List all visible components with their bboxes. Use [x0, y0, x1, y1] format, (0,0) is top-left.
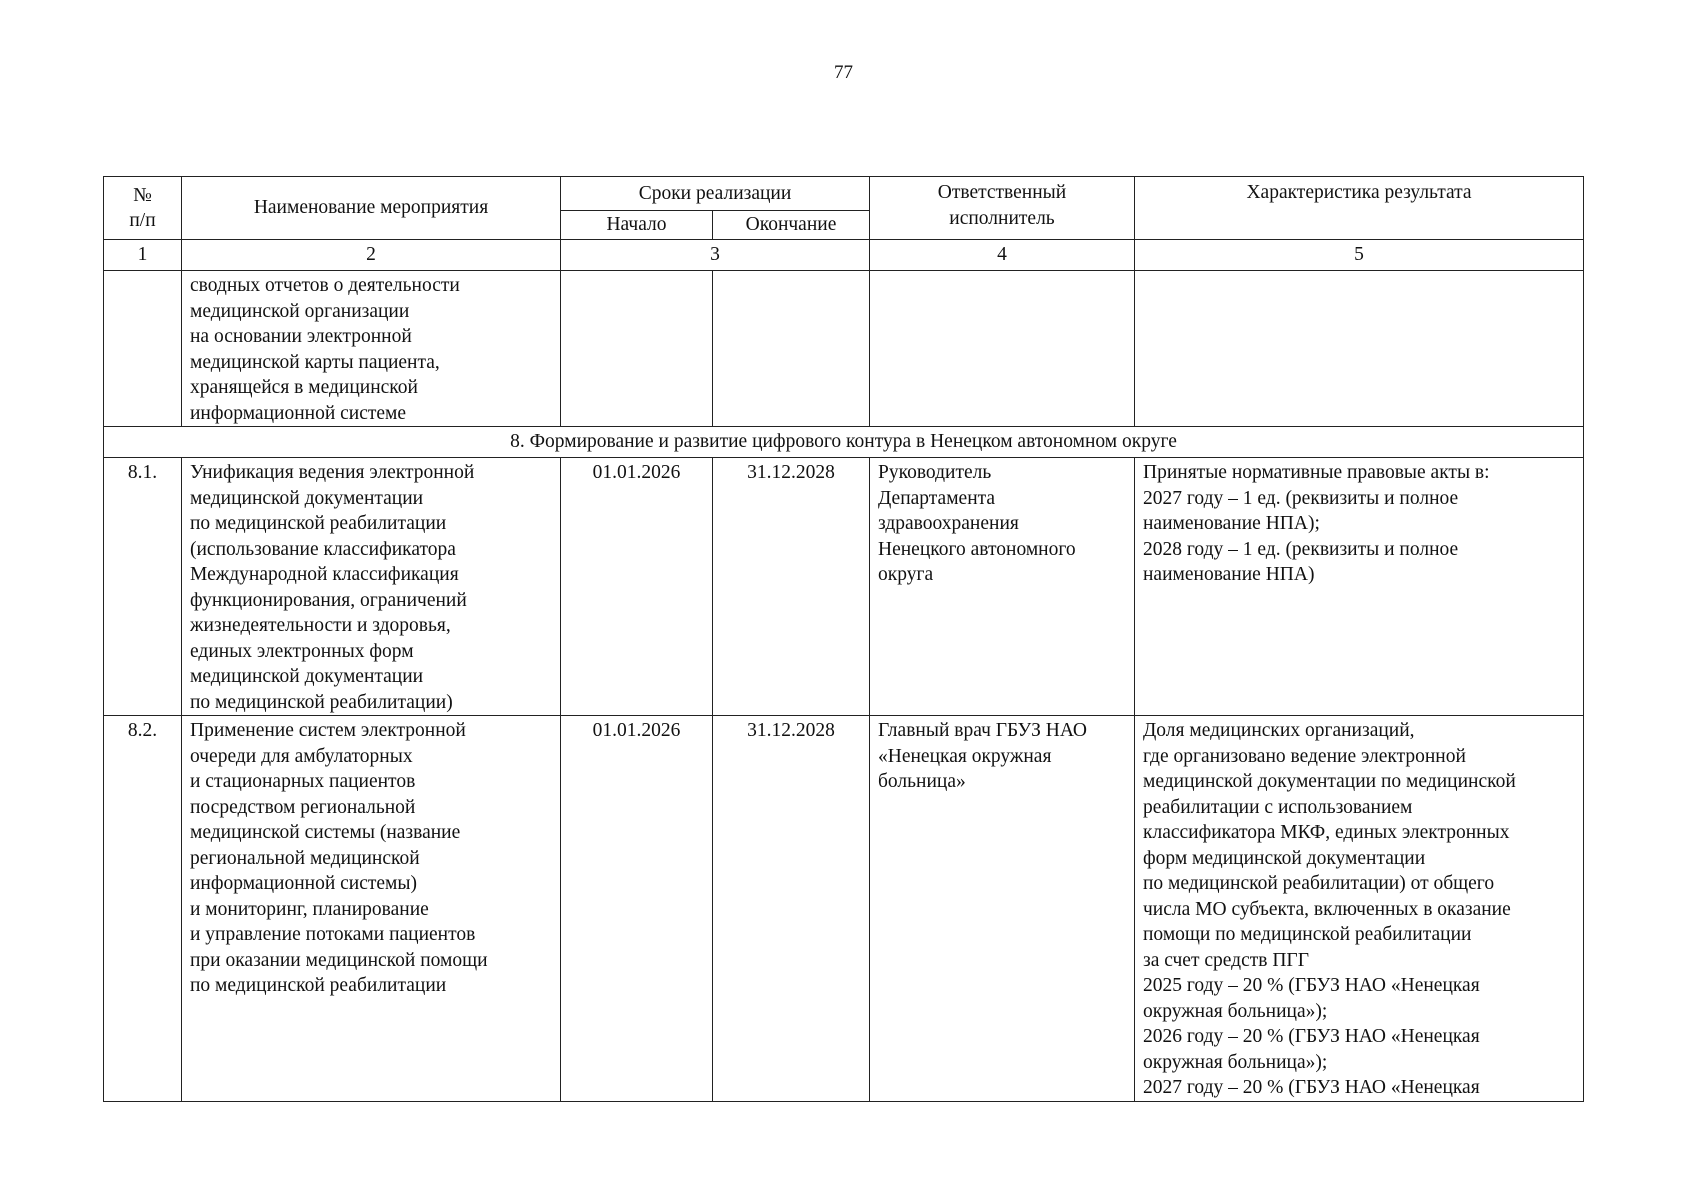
table-row: [104, 716, 1584, 1102]
header-name: Наименование мероприятия: [182, 177, 561, 240]
continuation-result: [1135, 271, 1584, 427]
continuation-responsible: [870, 271, 1135, 427]
header-start: Начало: [561, 211, 713, 240]
row-end: 31.12.2028: [713, 458, 870, 716]
section-title: 8. Формирование и развитие цифрового контура в Ненецком автономном округе: [104, 427, 1584, 458]
page-number: 77: [834, 62, 853, 83]
index-row: [104, 240, 1584, 271]
table-row: [104, 458, 1584, 716]
index-cell-4: 4: [870, 240, 1135, 271]
header-end: Окончание: [713, 211, 870, 240]
header-terms: Сроки реализации: [561, 177, 870, 211]
index-cell-1: 1: [104, 240, 182, 271]
row-responsible: Руководитель Департамента здравоохранения Ненецкого автономного округа: [870, 458, 1135, 716]
row-result: Доля медицинских организаций, где организовано ведение электронной медицинской документации по медицинской реабилитации с использованием классификатора МКФ, единых электронных форм медицинской документации по медицинской реабилитации) от общего числа МО субъекта, включенных в оказание помощи по медицинской реабилитации за счет средств ПГГ 2025 году – 20 % (ГБУЗ НАО «Ненецкая окружная больница»); 2026 году – 20 % (ГБУЗ НАО «Ненецкая окружная больница»); 2027 году – 20 % (ГБУЗ НАО «Ненецкая: [1135, 716, 1584, 1102]
row-responsible: Главный врач ГБУЗ НАО «Ненецкая окружная больница»: [870, 716, 1135, 1102]
header-num: № п/п: [104, 177, 182, 240]
continuation-start: [561, 271, 713, 427]
header-responsible: Ответственный исполнитель: [870, 177, 1135, 240]
row-num: 8.2.: [104, 716, 182, 1102]
continuation-row: [104, 271, 1584, 427]
row-name: Унификация ведения электронной медицинской документации по медицинской реабилитации (использование классификатора Международной классификация функционирования, ограничений жизнедеятельности и здоровья, единых электронных форм медицинской документации по медицинской реабилитации): [182, 458, 561, 716]
continuation-name: сводных отчетов о деятельности медицинской организации на основании электронной медицинской карты пациента, хранящейся в медицинской информационной системе: [182, 271, 561, 427]
continuation-end: [713, 271, 870, 427]
index-cell-3: 3: [561, 240, 870, 271]
row-result: Принятые нормативные правовые акты в: 2027 году – 1 ед. (реквизиты и полное наименование НПА); 2028 году – 1 ед. (реквизиты и полное наименование НПА): [1135, 458, 1584, 716]
index-cell-5: 5: [1135, 240, 1584, 271]
header-result: Характеристика результата: [1135, 177, 1584, 240]
row-start: 01.01.2026: [561, 716, 713, 1102]
section-row: [104, 427, 1584, 458]
continuation-num: [104, 271, 182, 427]
header-row: [104, 177, 1584, 211]
row-num: 8.1.: [104, 458, 182, 716]
index-cell-2: 2: [182, 240, 561, 271]
row-name: Применение систем электронной очереди для амбулаторных и стационарных пациентов посредством региональной медицинской системы (название региональной медицинской информационной системы) и мониторинг, планирование и управление потоками пациентов при оказании медицинской помощи по медицинской реабилитации: [182, 716, 561, 1102]
measures-table: [103, 176, 1584, 1102]
row-start: 01.01.2026: [561, 458, 713, 716]
row-end: 31.12.2028: [713, 716, 870, 1102]
